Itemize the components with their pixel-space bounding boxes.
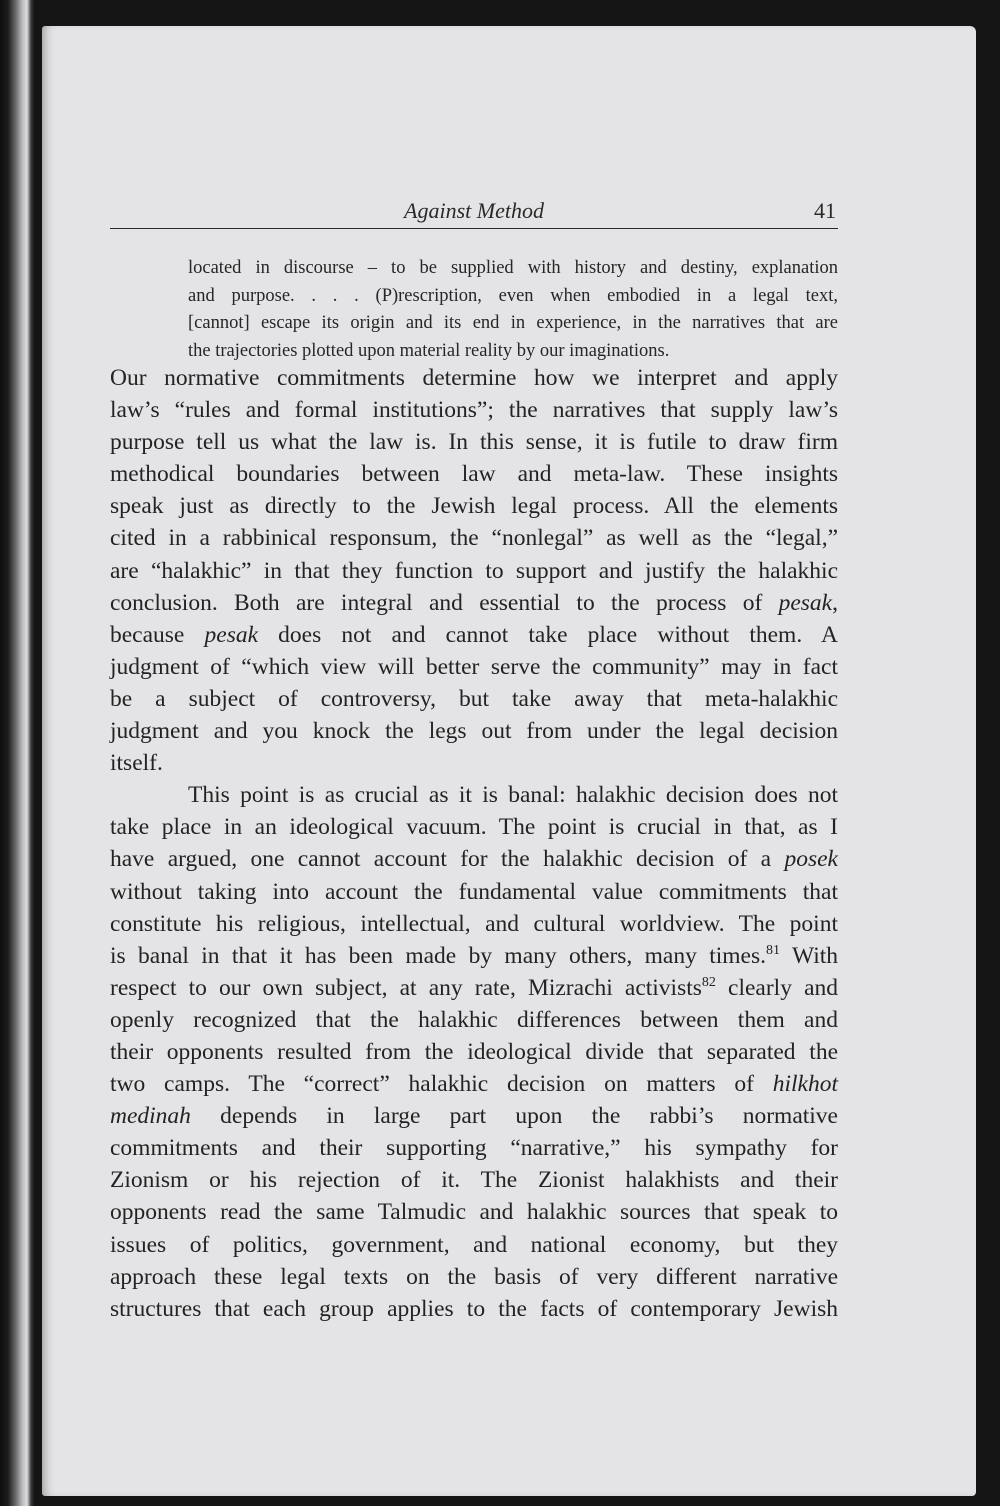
italic-term-posek: posek [784, 846, 838, 873]
text-line: are “halakhic” in that they function to support and justify the halakhic [110, 557, 838, 584]
text-line: without taking into account the fundamental value commitments that [110, 878, 838, 905]
page-number: 41 [814, 198, 836, 223]
text-line [110, 619, 838, 651]
text-line [110, 843, 838, 875]
facing-page-edge [0, 0, 34, 1506]
text-line: approach these legal texts on the basis of very different narrative [110, 1263, 838, 1290]
footnote-ref-82[interactable]: 82 [701, 974, 716, 990]
text-segment: because [110, 621, 205, 648]
paragraph-first-line: This point is as crucial as it is banal: halakhic decision does not [188, 782, 838, 809]
quote-line: located in discourse – to be supplied with history and destiny, explanation [188, 258, 838, 278]
text-line [110, 972, 838, 1004]
running-header [110, 198, 838, 229]
text-segment: With [780, 942, 838, 969]
text-line: itself. [110, 750, 163, 777]
text-segment: respect to our own subject, at any rate, Mizrachi activists [110, 974, 702, 1001]
text-segment: conclusion. Both are integral and essential to the process of [110, 589, 779, 616]
text-segment: does not and cannot take place without them. A [258, 621, 838, 648]
text-line: structures that each group applies to the facts of contemporary Jewish [110, 1295, 838, 1322]
text-line: cited in a rabbinical responsum, the “nonlegal” as well as the “legal,” [110, 525, 838, 552]
running-title: Against Method [404, 198, 544, 223]
text-line: Our normative commitments determine how we interpret and apply [110, 365, 838, 391]
text-segment: clearly and [715, 974, 839, 1001]
text-line: their opponents resulted from the ideological divide that separated the [110, 1038, 838, 1065]
text-line [110, 940, 838, 972]
text-line: opponents read the same Talmudic and halakhic sources that speak to [110, 1199, 838, 1226]
italic-term-pesak: pesak [204, 621, 259, 648]
text-line: issues of politics, government, and national economy, but they [110, 1231, 838, 1258]
italic-term-hilkhot: hilkhot [772, 1071, 838, 1098]
text-line: take place in an ideological vacuum. The point is crucial in that, as I [110, 814, 838, 841]
text-line: judgment of “which view will better serve the community” may in fact [110, 653, 838, 680]
text-line: Zionism or his rejection of it. The Zionist halakhists and their [110, 1167, 838, 1194]
text-line: law’s “rules and formal institutions”; the narratives that supply law’s [110, 397, 838, 424]
text-line: speak just as directly to the Jewish legal process. All the elements [110, 493, 838, 520]
text-line: openly recognized that the halakhic differences between them and [110, 1006, 838, 1033]
text-segment: have argued, one cannot account for the halakhic decision of a [110, 846, 785, 873]
text-line: judgment and you knock the legs out from under the legal decision [110, 718, 838, 745]
block-quotation [188, 255, 838, 365]
text-line [110, 1068, 838, 1100]
text-line: purpose tell us what the law is. In this sense, it is futile to draw firm [110, 429, 838, 456]
text-segment: depends in large part upon the rabbi’s normative [190, 1103, 838, 1130]
text-line: methodical boundaries between law and meta-law. These insights [110, 461, 838, 488]
text-line: be a subject of controversy, but take away that meta-halakhic [110, 685, 838, 712]
text-line: commitments and their supporting “narrative,” his sympathy for [110, 1135, 838, 1162]
text-line: constitute his religious, intellectual, and cultural worldview. The point [110, 910, 838, 937]
quote-line: [cannot] escape its origin and its end in experience, in the narratives that are [188, 313, 838, 333]
text-line [110, 587, 838, 619]
text-line [110, 1100, 838, 1132]
text-segment: is banal in that it has been made by many others, many times. [110, 942, 767, 969]
quote-line: and purpose. . . . (P)rescription, even when embodied in a legal text, [188, 285, 838, 306]
italic-term-medinah: medinah [110, 1103, 191, 1130]
body-text [110, 362, 838, 1325]
text-segment: , [832, 589, 838, 616]
text-segment: two camps. The “correct” halakhic decision on matters of [110, 1071, 773, 1098]
footnote-ref-81[interactable]: 81 [766, 942, 781, 958]
quote-line: the trajectories plotted upon material reality by our imaginations. [188, 340, 670, 361]
italic-term-pesak: pesak [778, 589, 833, 616]
